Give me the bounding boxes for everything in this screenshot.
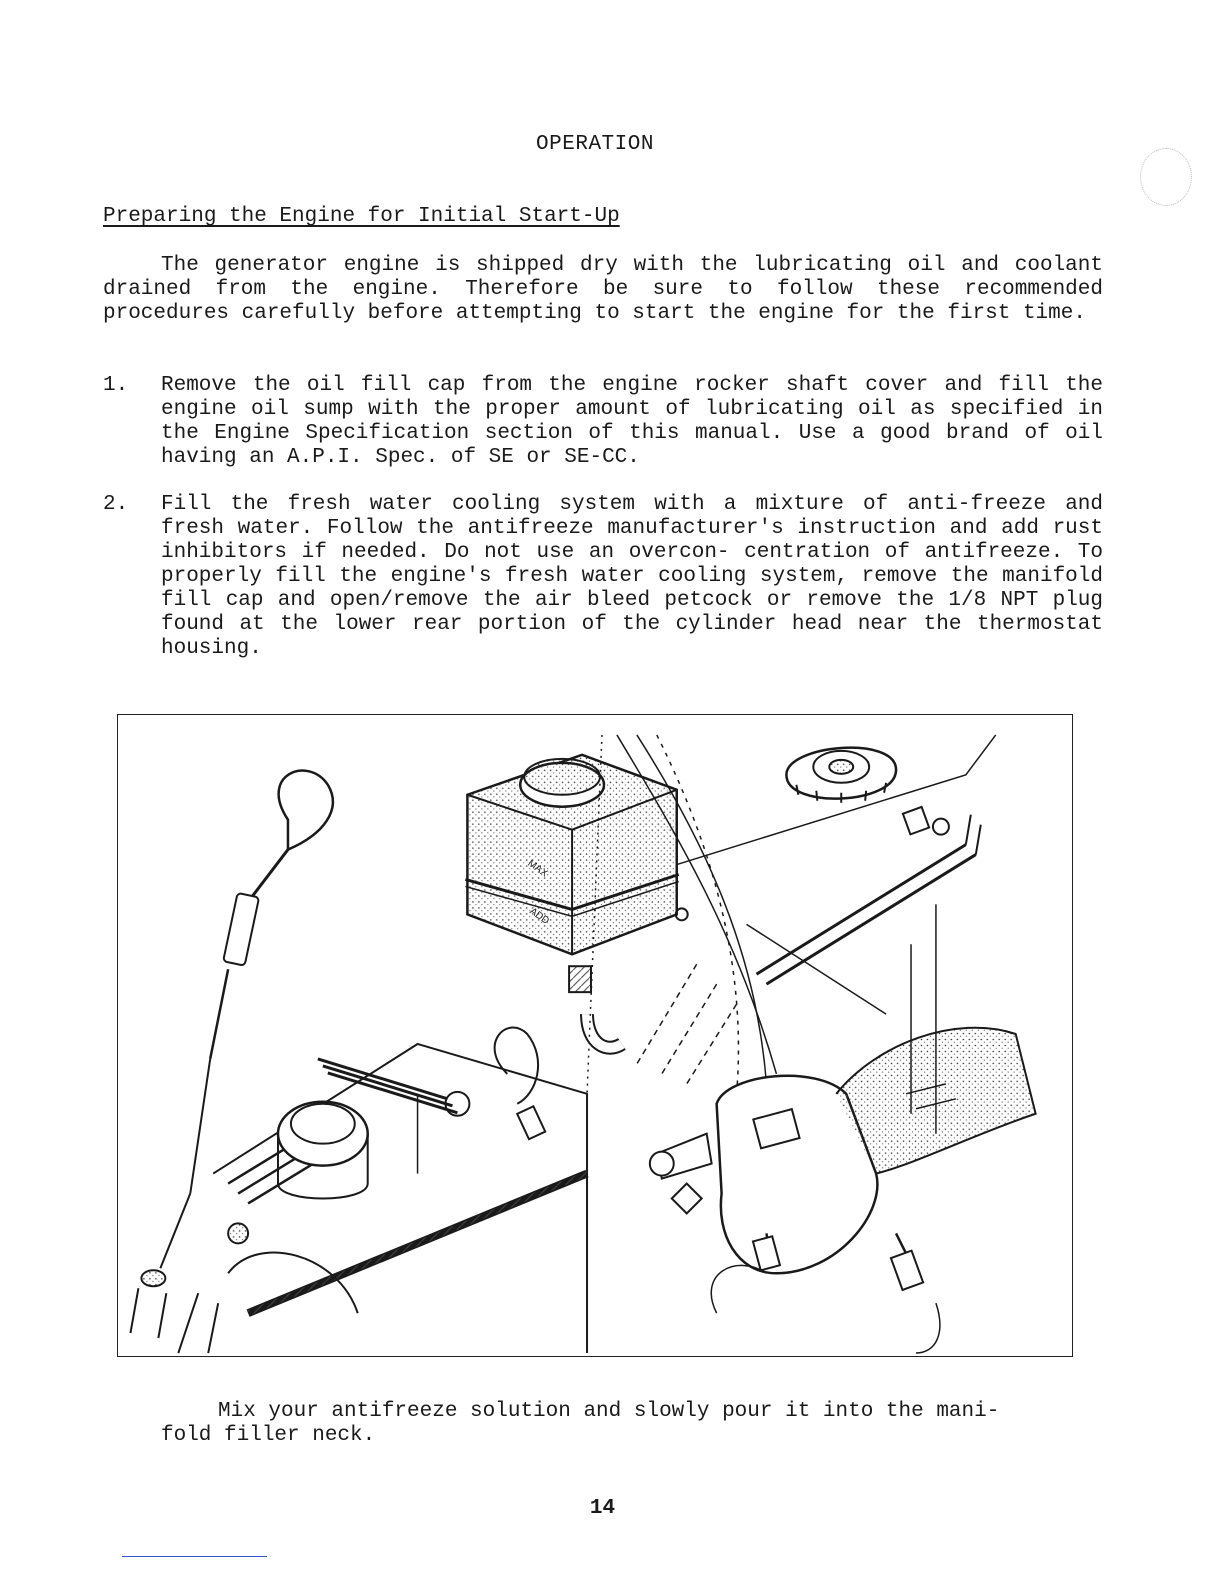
engine-block-drawing <box>178 1028 587 1353</box>
step-text: Remove the oil fill cap from the engine rocker shaft cover and fill the engine oil sump with the proper amount of lubricating oil as specified in the Engine Specification section of this manual. Use a good brand of oil having an A.P.I. Spec. of SE or SE-CC. <box>161 374 1103 469</box>
dipstick-drawing <box>130 771 332 1338</box>
figure-caption <box>103 1400 1103 1448</box>
caption-line-1: Mix your antifreeze solution and slowly pour it into the mani- <box>218 1400 1000 1423</box>
list-item-step-1 <box>103 374 1103 470</box>
section-title: Preparing the Engine for Initial Start-Up <box>103 205 620 228</box>
thermostat-housing-drawing <box>650 1028 1036 1353</box>
step-number: 2. <box>103 493 129 516</box>
tank-max-label: MAX <box>525 857 550 880</box>
list-item-step-2 <box>103 493 1103 661</box>
scan-artifact <box>1140 148 1192 206</box>
page-number: 14 <box>589 1497 616 1520</box>
tank-add-label: ADD <box>527 905 552 927</box>
footer-rule <box>122 1556 267 1557</box>
engine-illustration <box>117 714 1073 1357</box>
caption-line-2: fold filler neck. <box>161 1424 376 1447</box>
intro-paragraph: The generator engine is shipped dry with the lubricating oil and coolant drained from the engine. Therefore be sure to follow these recommended procedures carefully before attempting to start the engine for the first time. <box>103 254 1103 325</box>
manifold-cap-drawing <box>786 748 896 803</box>
page-heading: OPERATION <box>536 133 654 156</box>
step-text: Fill the fresh water cooling system with a mixture of anti-freeze and fresh water. Follow the antifreeze manufacturer's instruction and add rust inhibitors if needed. Do not use an overcon- centration of antifreeze. To properly fill the engine's fresh water cooling system, remove the manifold fill cap and open/remove the air bleed petcock or remove the 1/8 NPT plug found at the lower rear portion of the cylinder head near the thermostat housing. <box>161 493 1103 660</box>
step-number: 1. <box>103 374 129 397</box>
